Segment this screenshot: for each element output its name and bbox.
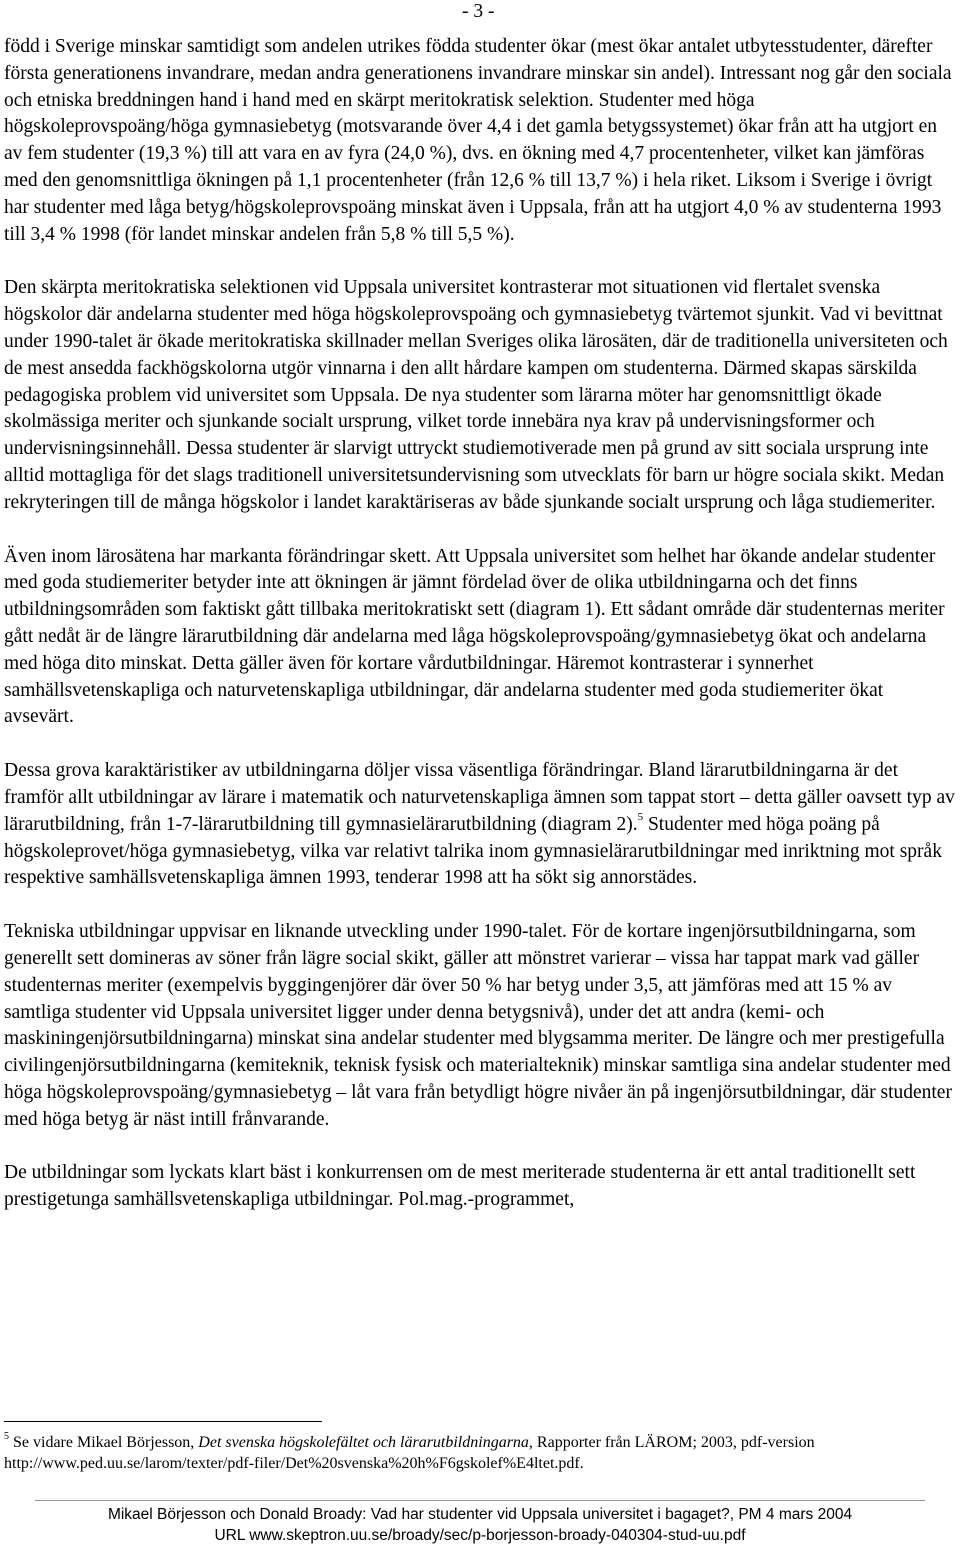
paragraph-6: De utbildningar som lyckats klart bäst i konkurrensen om de mest meriterade studenterna är ett antal traditionellt sett prestigetunga samhällsvetenskapliga utbildningar. Pol.mag.-programmet, <box>4 1162 916 1211</box>
footnote-number: 5 <box>4 1430 9 1442</box>
footnote <box>4 1432 954 1474</box>
paragraph-2: Den skärpta meritokratiska selektionen vid Uppsala universitet kontrasterar mot situationen vid flertalet svenska högskolor där andelarna studenter med höga högskoleprovspoäng och gymnasiebetyg tvärtemot sjunkit. Vad vi bevittnat under 1990-talet är ökade meritokratiska skillnader mellan Sveriges olika lärosäten, där de traditionella universiteten och de mest ansedda fackhögskolorna utgör vinnarna i den allt hårdare kampen om studenterna. Därmed skapas särskilda pedagogiska problem vid universitet som Uppsala. De nya studenter som lärarna möter har genomsnittligt ökade skolmässiga meriter och sjunkande socialt ursprung, vilket torde innebära nya krav på undervisningsformer och undervisningsinnehåll. Dessa studenter är slarvigt uttryckt studiemotiverade men på grund av sitt sociala ursprung inte alltid mottagliga för det slags traditionell universitetsundervisning som utvecklats för barn ur högre sociala skikt. Medan rekryteringen till de många högskolor i landet karaktäriseras av både sjunkande socialt ursprung och låga studiemeriter. <box>4 277 948 513</box>
paragraph-5: Tekniska utbildningar uppvisar en liknande utveckling under 1990-talet. För de kortare ingenjörsutbildningarna, som generellt sett domineras av söner från lägre social skikt, gäller att mönstret varierar – vissa har tappat mark vad gäller studenternas meriter (exempelvis byggingenjörer där över 50 % har betyg under 3,5, att jämföras med att 15 % av samtliga studenter vid Uppsala universitet ligger under denna betygsnivå), under det att andra (kemi- och maskiningenjörsutbildningarna) minskat sina andelar studenter med blygsamma meriter. De längre och mer prestigefulla civilingenjörsutbildningarna (kemiteknik, teknisk fysisk och materialteknik) minskar samtliga sina andelar studenter med höga högskoleprovspoäng/gymnasiebetyg – låt vara från betydligt högre nivåer än på ingenjörsutbildningar, där studenter med höga betyg är näst intill frånvarande. <box>4 921 952 1130</box>
page-number: - 3 - <box>462 1 495 22</box>
paragraph-4-text-after: Studenter med höga poäng på högskoleprovet/höga gymnasiebetyg, vilka var relativt talrika inom gymnasielärarutbildningar med inriktning mot språk respektive samhällsvetenskapliga ämnen 1993, tenderar 1998 att ha sökt sig annorstädes. <box>4 813 942 889</box>
footnote-text-before: Se vidare Mikael Börjesson, <box>9 1434 199 1451</box>
paragraph-1: född i Sverige minskar samtidigt som andelen utrikes födda studenter ökar (mest ökar antalet utbytesstudenter, därefter första generationens invandrare, medan andra generationens invandrare minskar sin andel). Intressant nog går den sociala och etniska breddningen hand i hand med en skärpt meritokratisk selektion. Studenter med höga högskoleprovspoäng/höga gymnasiebetyg (motsvarande över 4,4 i det gamla betygssystemet) ökar från att ha utgjort en av fem studenter (19,3 %) till att vara en av fyra (24,0 %), dvs. en ökning med 4,7 procentenheter, vilket kan jämföras med den genomsnittliga ökningen på 1,1 procentenheter (från 12,6 % till 13,7 %) i hela riket. Liksom i Sverige i övrigt har studenter med låga betyg/högskoleprovspoäng minskat även i Uppsala, från att ha utgjort 4,0 % av studenterna 1993 till 3,4 % 1998 (för landet minskar andelen från 5,8 % till 5,5 %). <box>4 36 952 245</box>
body-text <box>4 34 956 1214</box>
footnote-divider <box>4 1421 322 1422</box>
paragraph-4-text-before: Dessa grova karaktäristiker av utbildningarna döljer vissa väsentliga förändringar. Bland lärarutbildningarna är det framför allt utbildningar av lärare i matematik och naturvetenskapliga ämnen som tappat stort – detta gäller oavsett typ av lärarutbildning, från 1-7-lärarutbildning till gymnasielärarutbildning (diagram 2). <box>4 760 955 835</box>
footer-url[interactable]: URL www.skeptron.uu.se/broady/sec/p-borjesson-broady-040304-stud-uu.pdf <box>214 1527 746 1544</box>
paragraph-4 <box>4 758 956 892</box>
paragraph-3: Även inom lärosätena har markanta förändringar skett. Att Uppsala universitet som helhet har ökande andelar studenter med goda studiemeriter betyder inte att ökningen är jämnt fördelad över de olika utbildningarna och det finns utbildningsområden som faktiskt gått tillbaka meritokratiskt sett (diagram 1). Ett sådant område där studenternas meriter gått nedåt är de längre lärarutbildning där andelarna med låga högskoleprovspoäng/gymnasiebetyg ökat och andelarna med höga dito minskat. Detta gäller även för kortare vårdutbildningar. Häremot kontrasterar i synnerhet samhällsvetenskapliga och naturvetenskapliga utbildningar, där andelarna studenter med goda studiemeriter ökat avsevärt. <box>4 545 945 728</box>
page-footer <box>0 1504 960 1546</box>
footnote-text-after: , Rapporter från LÄROM; 2003, pdf-version http://www.ped.uu.se/larom/texter/pdf-filer/Det%20svenska%20h%F6gskolef%E4ltet.pdf. <box>4 1434 815 1472</box>
footer-divider <box>35 1500 925 1501</box>
footer-citation: Mikael Börjesson och Donald Broady: Vad har studenter vid Uppsala universitet i bagaget?, PM 4 mars 2004 <box>107 1506 853 1523</box>
footnote-book-title: Det svenska högskolefältet och lärarutbildningarna <box>198 1434 529 1451</box>
footnote-reference[interactable]: 5 <box>637 811 644 824</box>
